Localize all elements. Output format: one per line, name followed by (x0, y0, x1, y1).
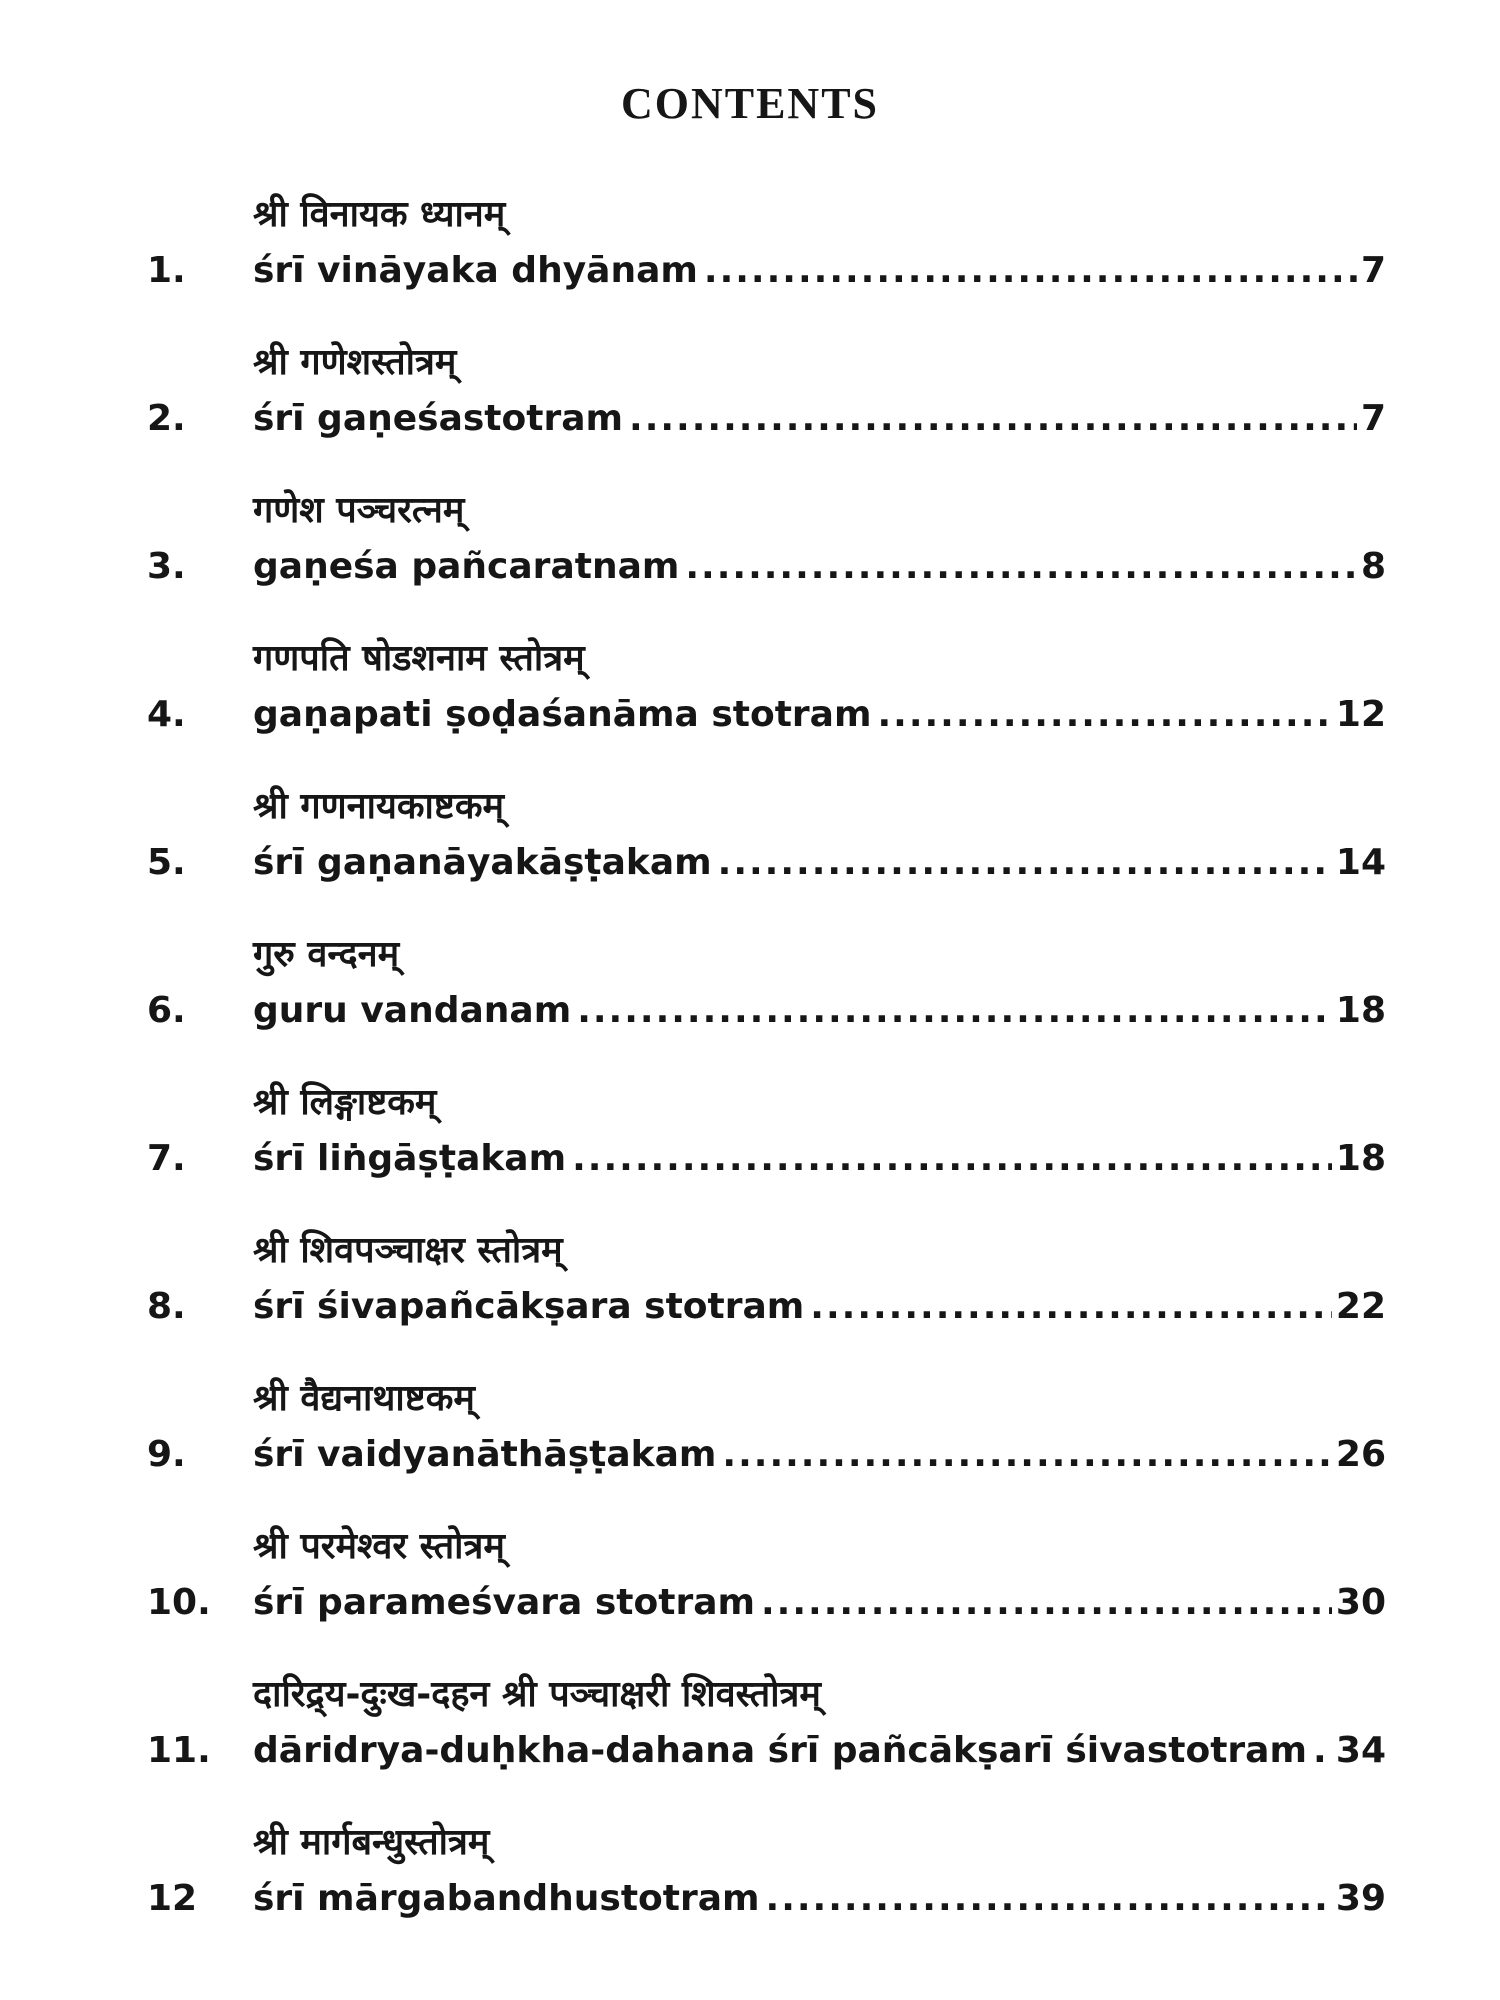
entry-number: 4. (147, 694, 186, 735)
entry-number: 10. (147, 1582, 211, 1623)
entry-page-number: 26 (1335, 1434, 1386, 1475)
entry-number: 6. (147, 990, 186, 1031)
entry-transliterated-title: śrī mārgabandhustotram (253, 1878, 760, 1919)
toc-entry[interactable] (0, 188, 1500, 328)
entry-page-number: 8 (1360, 546, 1386, 587)
entry-devanagari-title: श्री लिङ्गाष्टकम् (253, 1082, 437, 1123)
entry-devanagari-title: श्री गणनायकाष्टकम् (253, 786, 504, 827)
entry-page-number: 7 (1360, 250, 1386, 291)
toc-entry[interactable] (0, 1816, 1500, 1956)
entry-number: 9. (147, 1434, 186, 1475)
toc-entry[interactable] (0, 928, 1500, 1068)
entry-number: 1. (147, 250, 186, 291)
dot-leader (810, 1286, 1332, 1327)
entry-transliterated-title: guru vandanam (253, 990, 572, 1031)
entry-transliterated-title: śrī śivapañcākṣara stotram (253, 1286, 805, 1327)
entry-transliterated-title: śrī gaṇanāyakāṣṭakam (253, 842, 712, 883)
entry-page-number: 14 (1335, 842, 1386, 883)
entry-devanagari-title: श्री परमेश्वर स्तोत्रम् (253, 1526, 505, 1567)
dot-leader (1313, 1730, 1332, 1771)
entry-devanagari-title: गुरु वन्दनम् (253, 934, 400, 975)
toc-entry[interactable] (0, 1668, 1500, 1808)
entry-devanagari-title: श्री गणेशस्तोत्रम् (253, 342, 457, 383)
entry-transliterated-title: śrī vaidyanāthāṣṭakam (253, 1434, 717, 1475)
entry-page-number: 7 (1360, 398, 1386, 439)
entry-devanagari-title: दारिद्र्य-दुःख-दहन श्री पञ्चाक्षरी शिवस्तोत्रम् (253, 1674, 821, 1715)
entry-devanagari-title: श्री विनायक ध्यानम् (253, 194, 506, 235)
entry-page-number: 22 (1335, 1286, 1386, 1327)
entry-page-number: 39 (1335, 1878, 1386, 1919)
entry-transliterated-title: gaṇapati ṣoḍaśanāma stotram (253, 694, 872, 735)
dot-leader (761, 1582, 1332, 1623)
entry-number: 7. (147, 1138, 186, 1179)
entry-page-number: 12 (1335, 694, 1386, 735)
toc-entry[interactable] (0, 336, 1500, 476)
entry-number: 3. (147, 546, 186, 587)
entry-page-number: 18 (1335, 1138, 1386, 1179)
dot-leader (877, 694, 1331, 735)
entry-page-number: 34 (1335, 1730, 1386, 1771)
toc-entry[interactable] (0, 1520, 1500, 1660)
toc-entry[interactable] (0, 1372, 1500, 1512)
entry-number: 8. (147, 1286, 186, 1327)
entry-transliterated-title: śrī parameśvara stotram (253, 1582, 755, 1623)
entry-transliterated-title: śrī gaṇeśastotram (253, 398, 624, 439)
dot-leader (685, 546, 1357, 587)
toc-entry[interactable] (0, 780, 1500, 920)
entry-transliterated-title: dāridrya-duḥkha-dahana śrī pañcākṣarī śivastotram (253, 1730, 1307, 1771)
entry-page-number: 30 (1335, 1582, 1386, 1623)
entry-number: 12 (147, 1878, 198, 1919)
toc-entry[interactable] (0, 1224, 1500, 1364)
entry-number: 11. (147, 1730, 211, 1771)
dot-leader (766, 1878, 1332, 1919)
dot-leader (572, 1138, 1332, 1179)
toc-entry[interactable] (0, 484, 1500, 624)
entry-devanagari-title: श्री मार्गबन्धुस्तोत्रम् (253, 1822, 490, 1863)
entry-devanagari-title: श्री वैद्यनाथाष्टकम् (253, 1378, 475, 1419)
entry-page-number: 18 (1335, 990, 1386, 1031)
dot-leader (718, 842, 1332, 883)
page-title: CONTENTS (620, 79, 880, 128)
entry-transliterated-title: śrī vināyaka dhyānam (253, 250, 698, 291)
dot-leader (629, 398, 1357, 439)
dot-leader (704, 250, 1357, 291)
toc-entry[interactable] (0, 632, 1500, 772)
entry-devanagari-title: गणपति षोडशनाम स्तोत्रम् (253, 638, 585, 679)
entry-number: 5. (147, 842, 186, 883)
entry-devanagari-title: श्री शिवपञ्चाक्षर स्तोत्रम् (253, 1230, 563, 1271)
dot-leader (577, 990, 1332, 1031)
dot-leader (722, 1434, 1331, 1475)
entry-number: 2. (147, 398, 186, 439)
entry-transliterated-title: śrī liṅgāṣṭakam (253, 1138, 567, 1179)
entry-devanagari-title: गणेश पञ्चरत्नम् (253, 490, 465, 531)
entry-transliterated-title: gaṇeśa pañcaratnam (253, 546, 680, 587)
toc-entry[interactable] (0, 1076, 1500, 1216)
